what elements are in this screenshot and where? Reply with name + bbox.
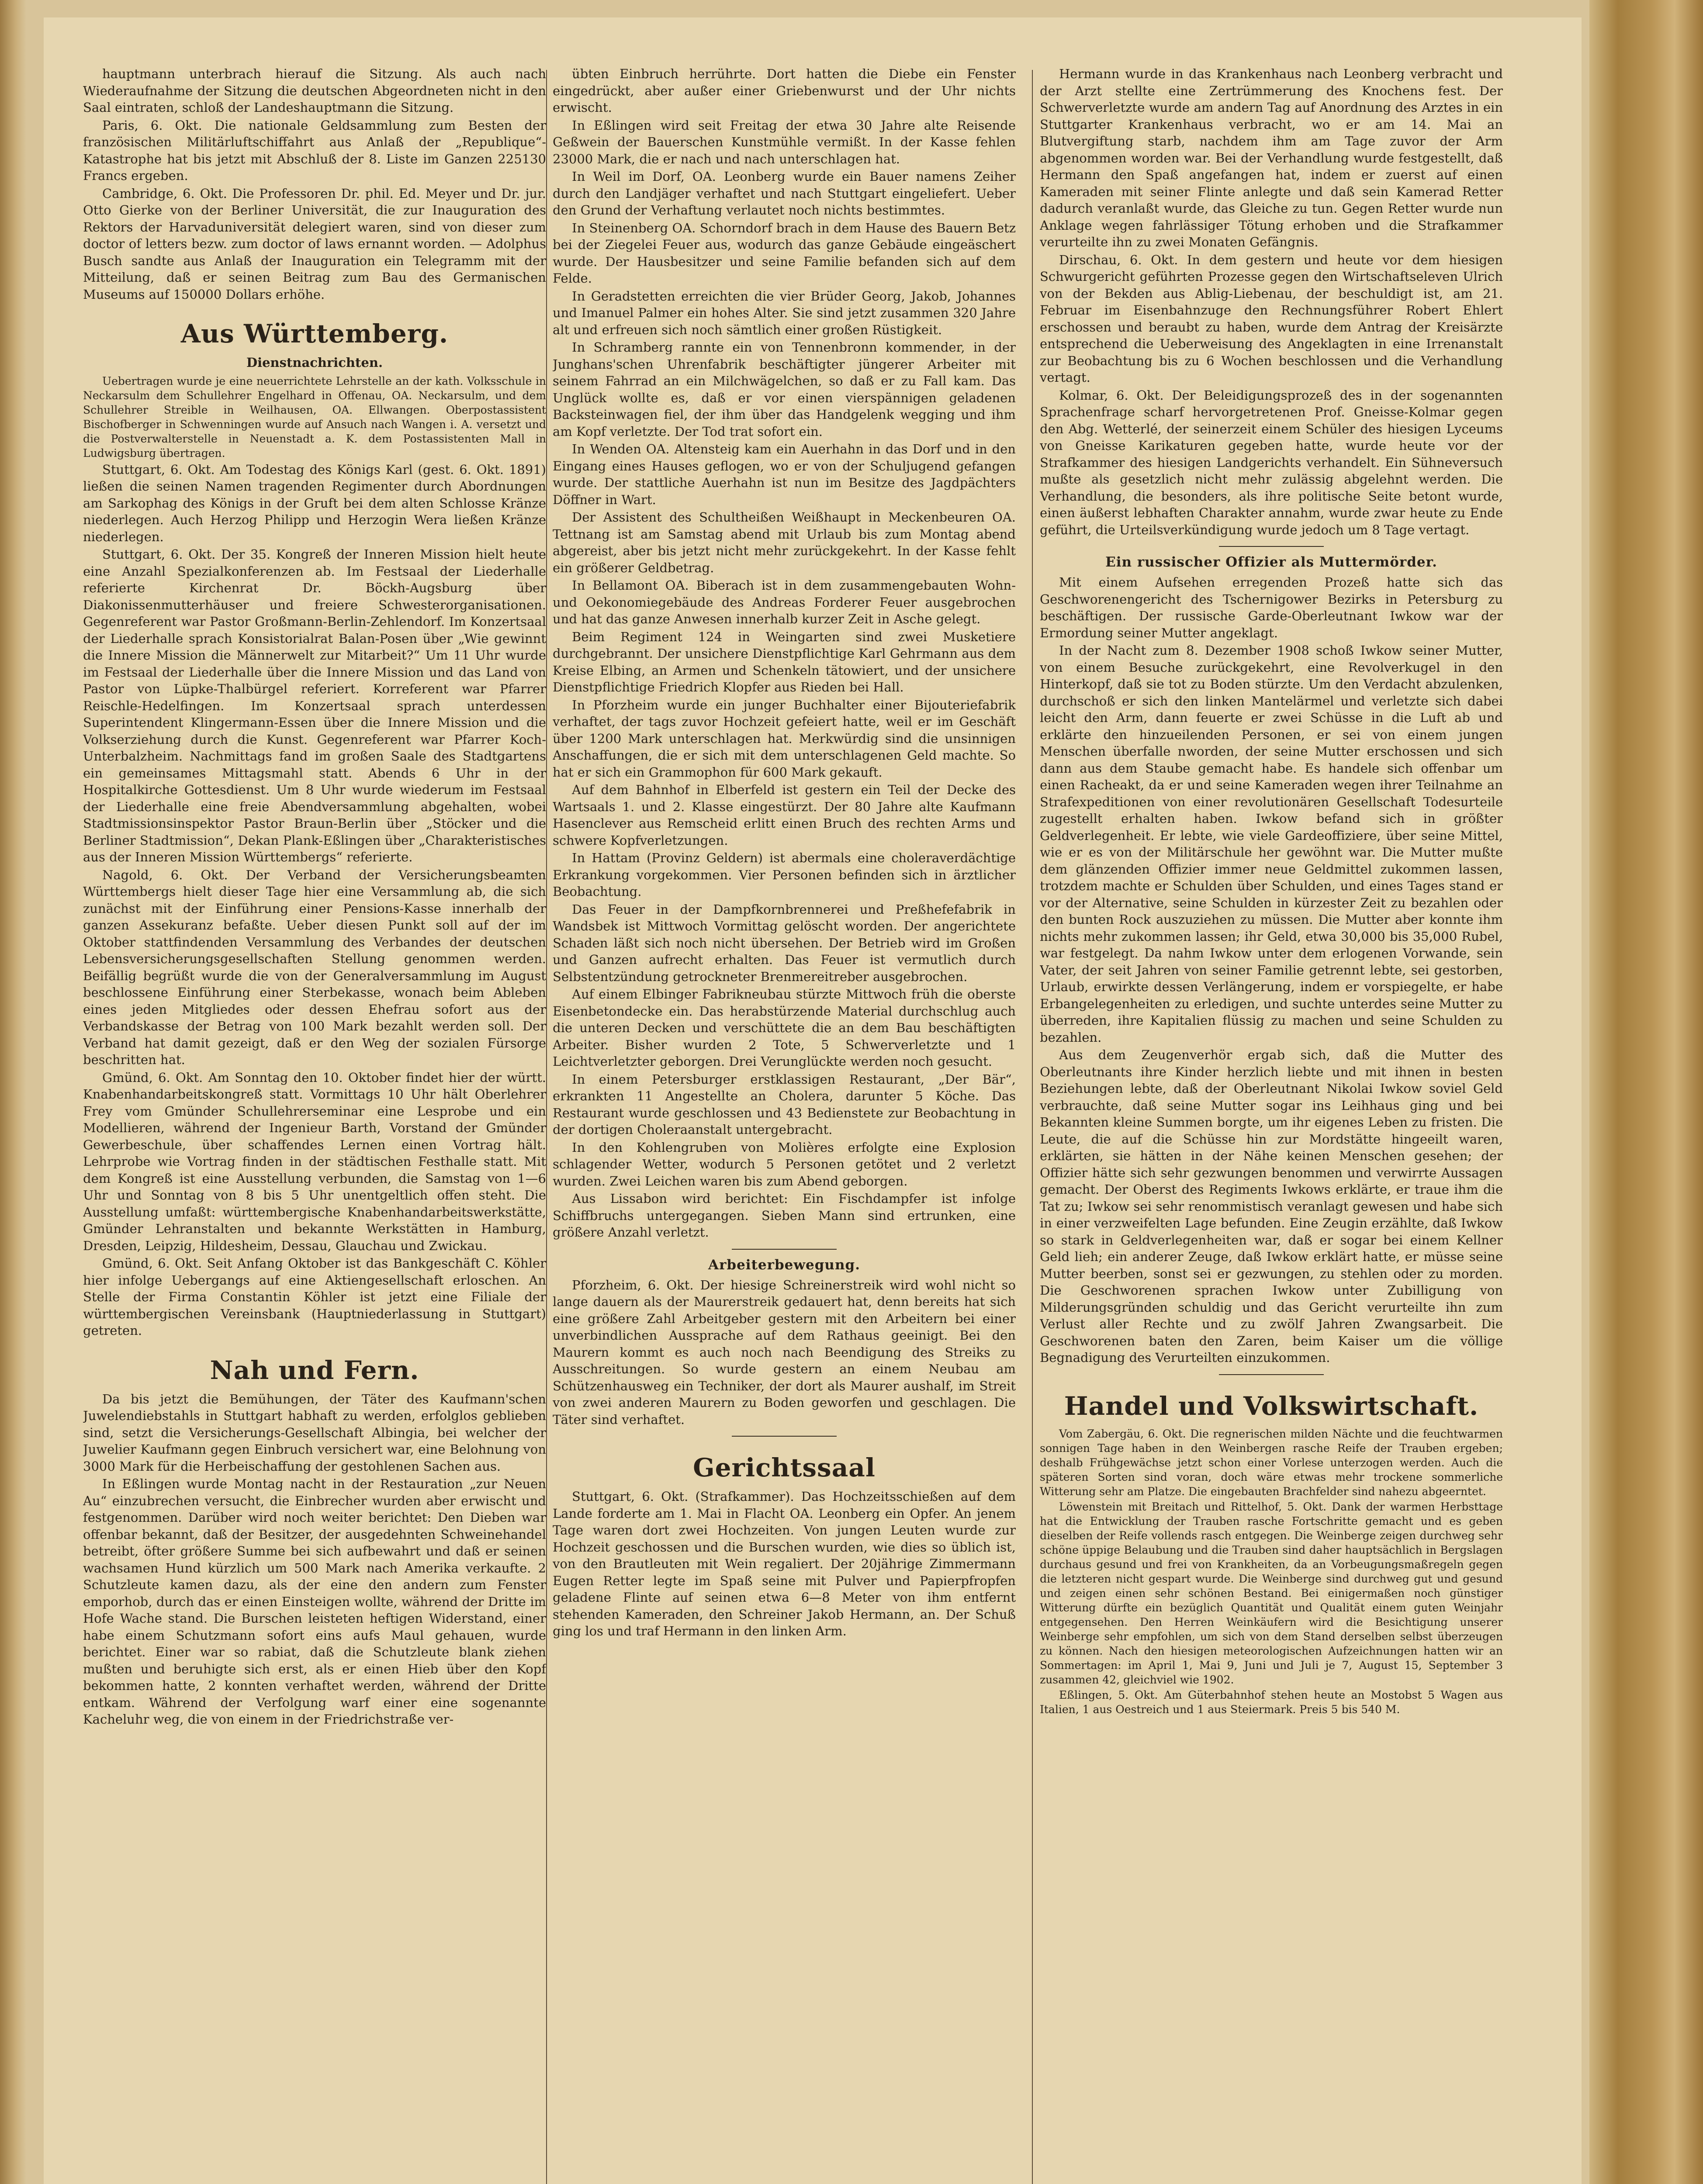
article-text: In Pforzheim wurde ein junger Buchhalter einer Bijouteriefabrik verhaftet, der tags zuvor Hochzeit gefeiert hatte, weil er im Geschäft über 1200 Mark unterschlagen hat. Merkwürdig sind die unsinnigen Anschaffungen, die er sich mit dem unterschlagenen Geld machte. So hat er sich ein Grammophon für 600 Mark gekauft. xyxy=(553,697,1016,780)
article-text: Uebertragen wurde je eine neuerrichtete Lehrstelle an der kath. Volksschule in Neckarsulm dem Schullehrer Engelhard in Offenau, OA. Neckarsulm, und dem Schullehrer Streible in Weilhausen, OA. Ellwangen. Oberpostassistent Bischofberger in Schwenningen wurde auf Ansuch nach Wangen i. A. versetzt und die Postverwalterstelle in Neuenstadt a. K. dem Postassistenten Mall in Ludwigsburg übertragen. xyxy=(83,374,546,460)
article-text: Cambridge, 6. Okt. Die Professoren Dr. phil. Ed. Meyer und Dr. jur. Otto Gierke von der Berliner Universität, die zur Inauguration des Rektors der Harvaduniversität delegiert waren, sind von dieser zum doctor of letters bezw. zum doctor of laws ernannt worden. — Adolphus Busch sandte aus Anlaß der Inauguration ein Telegramm mit der Mitteilung, daß er seinen Beitrag zum Bau des Germanischen Museums auf 150000 Dollars erhöhe. xyxy=(83,186,546,302)
divider xyxy=(1219,1374,1324,1375)
article-text: Eßlingen, 5. Okt. Am Güterbahnhof stehen heute an Mostobst 5 Wagen aus Italien, 1 aus Oestreich und 1 aus Steiermark. Preis 5 bis 540 M. xyxy=(1040,1688,1503,1716)
book-page-edges-right xyxy=(1589,0,1703,2184)
article-text: Dirschau, 6. Okt. In dem gestern und heute vor dem hiesigen Schwurgericht geführten Prozesse gegen den Wirtschaftseleven Ulrich von der Bekden aus Ablig-Liebenau, der beschuldigt ist, am 21. Februar im Eisenbahnzuge den Rechnungsführer Robert Ehlert erschossen und beraubt zu haben, wurde dem Antrag der Kreisärzte entsprechend die Ueberweisung des Angeklagten in eine Irrenanstalt zur Beobachtung bis zu 6 Wochen beschlossen und die Verhandlung vertagt. xyxy=(1040,252,1503,385)
article-text: In einem Petersburger erstklassigen Restaurant, „Der Bär“, erkrankten 11 Angestellte an Cholera, darunter 5 Köche. Das Restaurant wurde geschlossen und 43 Bedienstete zur Beobachtung in der dortigen Choleraanstalt untergebracht. xyxy=(553,1071,1016,1137)
column-rule xyxy=(546,70,547,2184)
article-text: Der Assistent des Schultheißen Weißhaupt in Meckenbeuren OA. Tettnang ist am Samstag abend mit Urlaub bis zum Montag abend abgereist, aber bis jetzt nicht mehr zurückgekehrt. In der Kasse fehlt ein größerer Geldbetrag. xyxy=(553,510,1016,575)
article-text: In Eßlingen wird seit Freitag der etwa 30 Jahre alte Reisende Geßwein der Bauerschen Kunstmühle vermißt. In der Kasse fehlen 23000 Mark, die er nach und nach unterschlagen hat. xyxy=(553,117,1016,166)
section-heading: Nah und Fern. xyxy=(210,1355,419,1385)
article-text: Pforzheim, 6. Okt. Der hiesige Schreinerstreik wird wohl nicht so lange dauern als der Maurerstreik gedauert hat, denn bereits hat sich eine größere Zahl Arbeitgeber gestern mit den Arbeitern bei einer unverbindlichen Aussprache auf dem Rathaus geeinigt. Bei den Maurern kommt es auch noch nach Beendigung des Streiks zu Ausschreitungen. So wurde gestern an einem Neubau am Schützenhausweg ein Techniker, der dort als Maurer aushalf, im Streit von zwei anderen Maurern zu Boden geworfen und geschlagen. Die Täter sind verhaftet. xyxy=(553,1277,1016,1427)
divider xyxy=(732,1436,837,1437)
article-text: In Hattam (Provinz Geldern) ist abermals eine choleraverdächtige Erkrankung vorgekommen. Vier Personen befinden sich in ärztlicher Beobachtung. xyxy=(553,850,1016,899)
article-text: Aus dem Zeugenverhör ergab sich, daß die Mutter des Oberleutnants ihre Kinder herzlich liebte und mit ihnen in besten Beziehungen lebte, daß der Oberleutnant Nikolai Iwkow soviel Geld verbrauchte, daß seine Mutter sogar ins Leihhaus ging und bei Bekannten kleine Summen borgte, um ihr eigenes Leben zu fristen. Die Leute, die auf die Schüsse hin zur Mordstätte hingeeilt waren, erklärten, sie hätten in der Nähe keinen Menschen gesehen; der Offizier hätte sich sehr gezwungen benommen und verwirrte Aussagen gemacht. Der Oberst des Regiments Iwkows erklärte, er traue ihm die Tat zu; Iwkow sei sehr renommistisch veranlagt gewesen und habe sich in einer verzweifelten Lage befunden. Eine Zeugin erzählte, daß Iwkow so stark in Geldverlegenheiten war, daß er sogar bei einem Kellner Geld lieh; ein anderer Zeuge, daß Iwkow erklärt hatte, er müsse seine Mutter beerben, sonst sei er gezwungen, zu stehlen oder zu morden. Die Geschworenen sprachen Iwkow unter Zubilligung von Milderungsgründen schuldig und das Gericht verurteilte ihn zum Verlust aller Rechte und zu zwölf Jahren Zwangsarbeit. Die Geschworenen baten den Zaren, beim Kaiser um die völlige Begnadigung des Verurteilten einzukommen. xyxy=(1040,1047,1503,1365)
column-3 xyxy=(1040,66,1503,2184)
article-text: In Eßlingen wurde Montag nacht in der Restauration „zur Neuen Au“ einzubrechen versucht, die Einbrecher wurden aber erwischt und festgenommen. Darüber wird noch weiter berichtet: Den Dieben war offenbar bekannt, daß der Besitzer, der ausgedehnten Schweinehandel betreibt, öfter größere Summe bei sich aufbewahrt und daß er seinen wachsamen Hund kürzlich um 500 Mark nach Amerika verkaufte. 2 Schutzleute kamen dazu, als der eine den andern zum Fenster emporhob, durch das er einen Einsteigen wollte, während der Dritte im Hofe Wache stand. Die Burschen leisteten heftigen Widerstand, einer habe einem Schutzmann sofort eins aufs Maul gehauen, wurde berichtet. Einer war so rabiat, daß die Schutzleute blank ziehen mußten und beruhigte sich erst, als er einen Hieb über den Kopf bekommen hatte, 2 konnten verhaftet werden, während der Dritte entkam. Während der Verfolgung warf einer eine sogenannte Kacheluhr weg, die von einem in der Friedrichstraße ver- xyxy=(83,1476,546,1727)
subsection-heading: Arbeiterbewegung. xyxy=(708,1257,860,1273)
divider xyxy=(732,1249,837,1250)
article-text: In der Nacht zum 8. Dezember 1908 schoß Iwkow seiner Mutter, von einem Besuche zurückgekehrt, eine Revolverkugel in den Hinterkopf, daß sie tot zu Boden stürzte. Um den Verdacht abzulenken, durchschoß er sich den linken Mantelärmel und verletzte sich dabei leicht den Arm, dann feuerte er zwei Schüsse in die Luft ab und erklärte den hinzueilenden Personen, er sei von einem jungen Menschen überfalle nworden, der seine Mutter erschossen und sich dann aus dem Staube gemacht habe. Es handele sich offenbar um einen Racheakt, da er und seine Kameraden wegen ihrer Teilnahme an Strafexpeditionen von einer revolutionären Gesellschaft Todesurteile zugestellt erhalten haben. Iwkow befand sich in größter Geldverlegenheit. Er lebte, wie viele Gardeoffiziere, über seine Mittel, wie er es von der Militärschule her gewöhnt war. Die Mutter mußte dem glänzenden Offizier immer neue Geldmittel zukommen lassen, trotzdem machte er Schulden über Schulden, und eines Tages stand er vor der Alternative, seine Schulden in kürzester Zeit zu bezahlen oder den bunten Rock auszuziehen zu müssen. Die Mutter aber konnte ihm nichts mehr zukommen lassen; ihr Geld, etwa 30,000 bis 35,000 Rubel, war festgelegt. Da nahm Iwkow unter dem erlogenen Vorwande, sein Vater, der seit Jahren von seiner Familie getrennt lebte, sei gestorben, Urlaub, erwirkte dessen Verlängerung, indem er vorspiegelte, er habe Erbangelegenheiten zu erledigen, und suchte unterdes seine Mutter zu überreden, ihre Kapitalien flüssig zu machen und seine Schulden zu bezahlen. xyxy=(1040,643,1503,1045)
column-1 xyxy=(83,66,546,2184)
article-text: Mit einem Aufsehen erregenden Prozeß hatte sich das Geschworenengericht des Tschernigower Bezirks in Petersburg zu beschäftigen. Der russische Garde-Oberleutnant Iwkow war der Ermordung seiner Mutter angeklagt. xyxy=(1040,575,1503,640)
article-text: Da bis jetzt die Bemühungen, der Täter des Kaufmann'schen Juwelendiebstahls in Stuttgart habhaft zu werden, erfolglos geblieben sind, setzt die Versicherungs-Gesellschaft Albingia, bei welcher der Juwelier Kaufmann gegen Einbruch versichert war, eine Belohnung von 3000 Mark für die Herbeischaffung der gestohlenen Sachen aus. xyxy=(83,1391,546,1474)
article-text: In Weil im Dorf, OA. Leonberg wurde ein Bauer namens Zeiher durch den Landjäger verhaftet und nach Stuttgart eingeliefert. Ueber den Grund der Verhaftung verlautet noch nichts bestimmtes. xyxy=(553,169,1016,218)
article-text: Beim Regiment 124 in Weingarten sind zwei Musketiere durchgebrannt. Der unsichere Dienstpflichtige Karl Gehrmann aus dem Kreise Elbing, an Armen und Schenkeln tätowiert, und der unsichere Dienstpflichtige Friedrich Klopfer aus Rieden bei Hall. xyxy=(553,629,1016,695)
article-text: Gmünd, 6. Okt. Am Sonntag den 10. Oktober findet hier der württ. Knabenhandarbeitskongreß statt. Vormittags 10 Uhr hält Oberlehrer Frey vom Gmünder Schullehrerseminar eine Lesprobe und ein Modellieren, während der Ingenieur Barth, Vorstand der Gmünder Gewerbeschule, über schaffendes Lernen einen Vortrag hält. Lehrprobe wie Vortrag finden in der städtischen Festhalle statt. Mit dem Kongreß ist eine Ausstellung verbunden, die Samstag von 1—6 Uhr und Sonntag von 8 bis 5 Uhr unentgeltlich offen steht. Die Ausstellung umfaßt: württembergische Knabenhandarbeitswerkstätte, Gmünder Lehranstalten und bekannte Werkstätten in Hamburg, Dresden, Leipzig, Hildesheim, Dessau, Glauchau und Zwickau. xyxy=(83,1070,546,1253)
article-text: Kolmar, 6. Okt. Der Beleidigungsprozeß des in der sogenannten Sprachenfrage scharf hervorgetretenen Prof. Gneisse-Kolmar gegen den Abg. Wetterlé, der seinerzeit einem Schüler des hiesigen Lyceums von Gneisse Karikaturen gegeben hatte, wurde heute vor der Strafkammer des hiesigen Landgerichts verhandelt. Ein Sühneversuch mußte als gesetzlich nicht mehr zulässig abgelehnt werden. Die Verhandlung, die besonders, als ihre politische Seite betont wurde, einen äußerst lebhaften Charakter annahm, wurde zwar heute zu Ende geführt, die Urteilsverkündigung wurde jedoch um 8 Tage vertagt. xyxy=(1040,387,1503,537)
section-heading: Handel und Volkswirtschaft. xyxy=(1064,1391,1479,1421)
section-heading: Gerichtssaal xyxy=(693,1453,876,1482)
article-text: Löwenstein mit Breitach und Rittelhof, 5. Okt. Dank der warmen Herbsttage hat die Entwicklung der Trauben rasche Fortschritte gemacht und es geben dieselben der Reife vollends rasch entgegen. Die Weinberge zeigen durchweg sehr schöne üppige Belaubung und die Trauben sind daher hauptsächlich in Bergslagen durchaus gesund und frei von Krankheiten, da an Vorbeugungsmaßregeln gegen die letzteren nicht gespart wurde. Die Weinberge sind durchweg gut und gesund und zeigen einen sehr schönen Bestand. Bei einigermaßen noch günstiger Witterung dürfte ein bezüglich Quantität und Qualität einem guten Weinjahr entgegensehen. Den Herren Weinkäufern wird die Besichtigung unserer Weinberge sehr empfohlen, um sich von dem Stand derselben selbst überzeugen zu können. Nach den hiesigen meteorologischen Aufzeichnungen hatten wir an Sommertagen: im April 1, Mai 9, Juni und Juli je 7, August 15, September 3 zusammen 42, gleichviel wie 1902. xyxy=(1040,1500,1503,1686)
column-rule xyxy=(1032,70,1033,2184)
article-text: Gmünd, 6. Okt. Seit Anfang Oktober ist das Bankgeschäft C. Köhler hier infolge Uebergangs auf eine Aktiengesellschaft erloschen. An Stelle der Firma Constantin Köhler ist jetzt eine Filiale der württembergischen Vereinsbank (Hauptniederlassung in Stuttgart) getreten. xyxy=(83,1256,546,1338)
article-text: Paris, 6. Okt. Die nationale Geldsammlung zum Besten der französischen Militärluftschiffahrt aus Anlaß der „Republique“-Katastrophe hat bis jetzt mit Abschluß der 8. Liste im Ganzen 225130 Francs ergeben. xyxy=(83,117,546,183)
column-2 xyxy=(553,66,1016,2184)
subsection-heading: Dienstnachrichten. xyxy=(246,355,383,370)
article-text: Das Feuer in der Dampfkornbrennerei und Preßhefefabrik in Wandsbek ist Mittwoch Vormittag gelöscht worden. Der angerichtete Schaden läßt sich noch nicht übersehen. Der Betrieb wird im Großen und Ganzen aufrecht erhalten. Das Feuer ist vermutlich durch Selbstentzündung getrockneter Brenmereitreber ausgebrochen. xyxy=(553,902,1016,984)
article-text: In Wenden OA. Altensteig kam ein Auerhahn in das Dorf und in den Eingang eines Hauses geflogen, wo er von der Schuljugend gefangen wurde. Der stattliche Auerhahn ist nun im Besitze des Jagdpächters Döffner in Wart. xyxy=(553,442,1016,507)
article-text: Auf dem Bahnhof in Elberfeld ist gestern ein Teil der Decke des Wartsaals 1. und 2. Klasse eingestürzt. Der 80 Jahre alte Kaufmann Hasenclever aus Remscheid erlitt einen Bruch des rechten Arms und schwere Kopfverletzungen. xyxy=(553,782,1016,848)
article-text: Stuttgart, 6. Okt. Der 35. Kongreß der Inneren Mission hielt heute eine Anzahl Spezialkonferenzen ab. Im Festsaal der Liederhalle referierte Kirchenrat Dr. Böckh-Augsburg über Diakonissenmutterhäuser und freiere Schwesterorganisationen. Gegenreferent war Pastor Großmann-Berlin-Zehlendorf. Im Konzertsaal der Liederhalle sprach Konsistorialrat Balan-Posen über „Wie gewinnt die Innere Mission die Männerwelt zur Mitarbeit?“ Um 11 Uhr wurde im Festsaal der Liederhalle über die Innere Mission und das Land von Pastor von Lüpke-Thalbürgel referiert. Korreferent war Pfarrer Reischle-Hedelfingen. Im Konzertsaal sprach unterdessen Superintendent Klingermann-Essen über die Innere Mission und die Volkserziehung durch die Kunst. Gegenreferent war Pfarrer Koch-Unterbalzheim. Nachmittags fand im großen Saale des Stadtgartens ein gemeinsames Mittagsmahl statt. Abends 6 Uhr in der Hospitalkirche Gottesdienst. Um 8 Uhr wurde wiederum im Festsaal der Liederhalle eine freie Abendversammlung abgehalten, wobei Stadtmissionsinspektor Pastor Braun-Berlin über „Stöcker und die Berliner Stadtmission“, Dekan Plank-Eßlingen über „Charakteristisches aus der Inneren Mission Württembergs“ referierte. xyxy=(83,547,546,864)
article-text: In den Kohlengruben von Molières erfolgte eine Explosion schlagender Wetter, wodurch 5 Personen getötet und 2 verletzt wurden. Zwei Leichen waren bis zum Abend geborgen. xyxy=(553,1140,1016,1189)
article-text: In Steinenberg OA. Schorndorf brach in dem Hause des Bauern Betz bei der Ziegelei Feuer aus, wodurch das ganze Gebäude eingeäschert wurde. Der Hausbesitzer und seine Familie befanden sich auf dem Felde. xyxy=(553,220,1016,286)
article-text: übten Einbruch herrührte. Dort hatten die Diebe ein Fenster eingedrückt, aber außer einer Griebenwurst und der Uhr nichts erwischt. xyxy=(553,66,1016,115)
article-text: Hermann wurde in das Krankenhaus nach Leonberg verbracht und der Arzt stellte eine Zertrümmerung des Knochens fest. Der Schwerverletzte wurde am andern Tag auf Anordnung des Arztes in ein Stuttgarter Krankenhaus verbracht, wo er am 14. Mai an Blutvergiftung starb, nachdem ihm am Tage zuvor der Arm abgenommen worden war. Bei der Verhandlung wurde festgestellt, daß Hermann den Spaß angefangen hat, indem er zuerst auf einen Kameraden mit seiner Flinte anlegte und daß sein Kamerad Retter dadurch veranlaßt wurde, das Gleiche zu tun. Gegen Retter wurde nun Anklage wegen fahrlässiger Tötung erhoben und die Strafkammer verurteilte ihn zu zwei Monaten Gefängnis. xyxy=(1040,66,1503,249)
article-text: Auf einem Elbinger Fabrikneubau stürzte Mittwoch früh die oberste Eisenbetondecke ein. Das herabstürzende Material durchschlug auch die unteren Decken und verschüttete die an dem Bau beschäftigten Arbeiter. Bisher wurden 2 Tote, 5 Schwerverletzte und 1 Leichtverletzter geborgen. Drei Verunglückte werden noch gesucht. xyxy=(553,987,1016,1069)
subsection-heading: Ein russischer Offizier als Muttermörder. xyxy=(1105,554,1437,570)
article-text: In Schramberg rannte ein von Tennenbronn kommender, in der Junghans'schen Uhrenfabrik beschäftigter jüngerer Arbeiter mit seinem Fahrrad an ein Milchwägelchen, so daß er zu Fall kam. Das Unglück wollte es, daß er vor einen vierspännigen geladenen Backsteinwagen fiel, der ihm über das Handgelenk wegging und ihm am Kopf verletzte. Der Tod trat sofort ein. xyxy=(553,340,1016,439)
article-text: Aus Lissabon wird berichtet: Ein Fischdampfer ist infolge Schiffbruchs untergegangen. Sieben Mann sind ertrunken, eine größere Anzahl verletzt. xyxy=(553,1191,1016,1240)
article-text: Vom Zabergäu, 6. Okt. Die regnerischen milden Nächte und die feuchtwarmen sonnigen Tage haben in den Weinbergen rasche Reife der Trauben ergeben; deshalb Frühgewächse jetzt schon einer Vorlese unterzogen werden. Auch die späteren Sorten sind voran, doch wäre etwas mehr trockene sommerliche Witterung sehr am Platze. Die eingebauten Brachfelder sind nahezu abgeerntet. xyxy=(1040,1427,1503,1498)
article-text: Stuttgart, 6. Okt. Am Todestag des Königs Karl (gest. 6. Okt. 1891) ließen die seinen Namen tragenden Regimenter durch Abordnungen am Sarkophag des Königs in der Gruft bei dem alten Schlosse Kränze niederlegen. Auch Herzog Philipp und Herzogin Wera ließen Kränze niederlegen. xyxy=(83,462,546,544)
article-text: hauptmann unterbrach hierauf die Sitzung. Als auch nach Wiederaufnahme der Sitzung die deutschen Abgeordneten nicht in den Saal eintraten, schloß der Landeshauptmann die Sitzung. xyxy=(83,66,546,115)
article-text: Stuttgart, 6. Okt. (Strafkammer). Das Hochzeitsschießen auf dem Lande forderte am 1. Mai in Flacht OA. Leonberg ein Opfer. An jenem Tage waren dort zwei Hochzeiten. Von jungen Leuten wurde zur Hochzeit geschossen und die Burschen wurden, wie dies so üblich ist, von den Brautleuten mit Wein regaliert. Der 20jährige Zimmermann Eugen Retter legte im Spaß seine mit Pulver und Papierpfropfen geladene Flinte auf seinen etwa 6—8 Meter von ihm entfernt stehenden Kameraden, den Schreiner Jakob Hermann, an. Der Schuß ging los und traf Hermann in den linken Arm. xyxy=(553,1489,1016,1638)
divider xyxy=(1219,546,1324,547)
section-heading: Aus Württemberg. xyxy=(180,319,449,349)
article-text: Nagold, 6. Okt. Der Verband der Versicherungsbeamten Württembergs hielt dieser Tage hier eine Versammlung ab, die sich zunächst mit der Einführung einer Pensions-Kasse innerhalb der ganzen Assekuranz befaßte. Ueber diesen Punkt soll auf der im Oktober stattfindenden Versammlung des Verbandes der deutschen Lebensversicherungsgesellschaften Stellung genommen werden. Beifällig begrüßt wurde die von der Generalversammlung im August beschlossene Einführung einer Sterbekasse, wonach beim Ableben eines jeden Mitgliedes oder dessen Ehefrau sofort aus der Verbandskasse der Betrag von 100 Mark bezahlt werden soll. Der Verband hat damit gezeigt, daß er den Weg der sozialen Fürsorge beschritten hat. xyxy=(83,867,546,1067)
article-text: In Bellamont OA. Biberach ist in dem zusammengebauten Wohn- und Oekonomiegebäude des Andreas Forderer Feuer ausgebrochen und hat das ganze Anwesen innerhalb kurzer Zeit in Asche gelegt. xyxy=(553,578,1016,626)
book-binding-left xyxy=(0,0,26,2184)
article-text: In Geradstetten erreichten die vier Brüder Georg, Jakob, Johannes und Imanuel Palmer ein hohes Alter. Sie sind jetzt zusammen 320 Jahre alt und erfreuen sich noch sämtlich einer großen Rüstigkeit. xyxy=(553,288,1016,337)
